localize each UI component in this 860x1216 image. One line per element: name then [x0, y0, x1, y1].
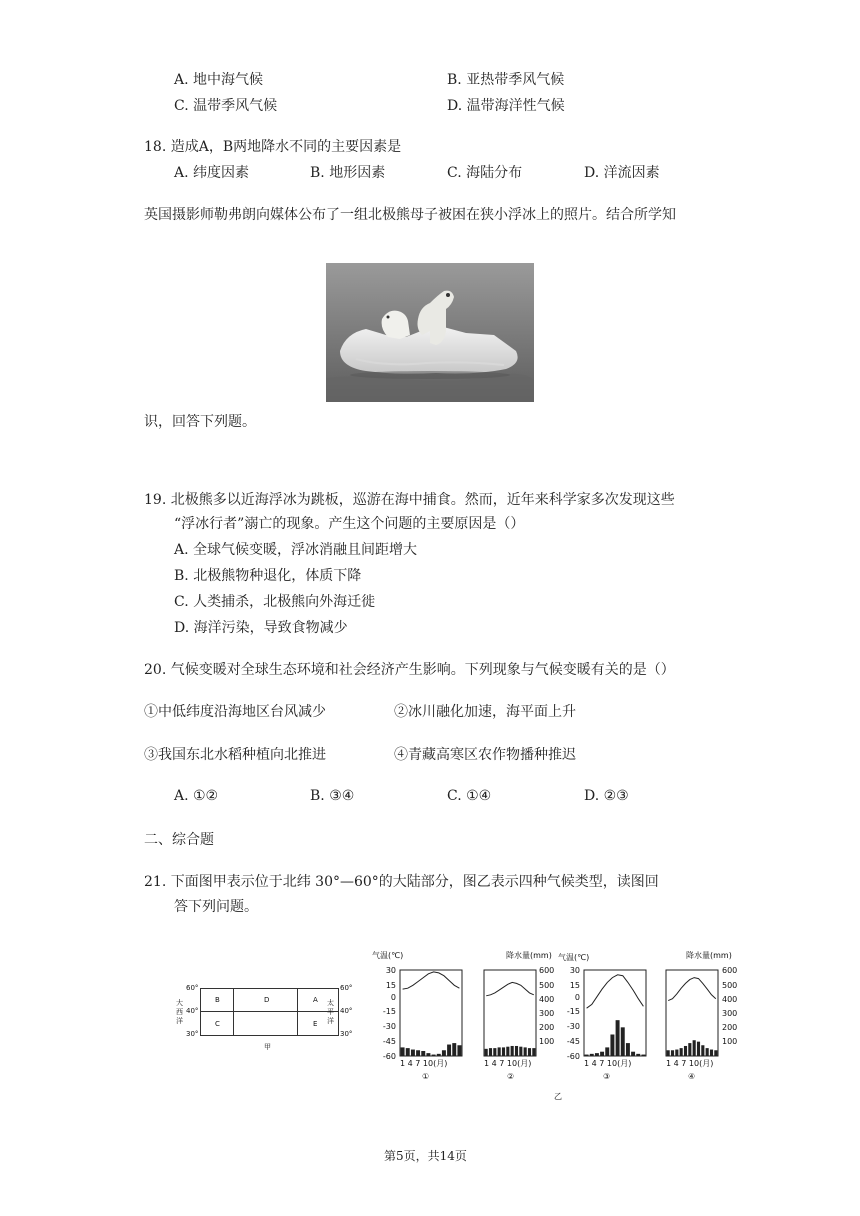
q19-option-d: D. 海洋污染，导致食物减少 [174, 620, 348, 636]
temp-tick: 0 [390, 993, 396, 1002]
precip-bar [697, 1042, 700, 1056]
precip-bar [675, 1050, 678, 1056]
precip-tick: 100 [722, 1037, 738, 1046]
precip-bar [519, 1047, 522, 1056]
ocean-left-3: 洋 [176, 1017, 183, 1025]
precip-bar [667, 1050, 670, 1056]
temp-axis-left [383, 966, 396, 1061]
lat-60-right: 60° [340, 984, 353, 992]
temp-tick: -60 [566, 1052, 580, 1061]
temp-tick: -45 [382, 1037, 396, 1046]
precip-bar [401, 1047, 405, 1056]
precip-tick: 400 [539, 995, 555, 1004]
precip-bar [452, 1043, 456, 1056]
precip-bar [511, 1046, 514, 1056]
q19-option-a: A. 全球气候变暖，浮冰消融且间距增大 [174, 542, 418, 558]
intro-line-2: 识，回答下列题。 [144, 414, 256, 430]
precip-tick: 500 [722, 981, 738, 990]
chart-frame [400, 970, 462, 1056]
lat-30-left: 30° [186, 1030, 199, 1038]
precip-bar [411, 1050, 415, 1056]
q20-option-b: B. ③④ [310, 788, 355, 804]
chart-frame [584, 970, 646, 1056]
lat40-line [200, 1011, 338, 1012]
q17-option-c: C. 温带季风气候 [174, 98, 278, 114]
precip-bar [493, 1048, 496, 1056]
region-b: B [215, 996, 220, 1004]
region-c: C [215, 1020, 220, 1028]
precip-bar [585, 1055, 589, 1056]
chart-frame [666, 970, 718, 1056]
precip-bar [688, 1043, 691, 1056]
precip-label-1: 降水量(mm) [506, 951, 552, 960]
q19-option-c: C. 人类捕杀，北极熊向外海迁徙 [174, 594, 376, 610]
polar-bear-photo [326, 263, 534, 402]
precip-bar [693, 1040, 696, 1056]
precip-tick: 200 [539, 1023, 555, 1032]
precip-bar [442, 1050, 446, 1056]
precip-bar [671, 1050, 674, 1056]
section-heading: 二、综合题 [144, 832, 214, 848]
precip-tick: 600 [539, 966, 555, 975]
divider-1 [233, 988, 234, 1035]
q18-option-d: D. 洋流因素 [584, 165, 660, 181]
q20-statement-3: ③我国东北水稻种植向北推进 [144, 747, 326, 763]
ocean-right-2: 平 [327, 1008, 334, 1016]
q20-option-d: D. ②③ [584, 788, 629, 804]
temp-tick: -30 [566, 1022, 580, 1031]
precip-bar [532, 1048, 535, 1056]
precip-bar [447, 1045, 451, 1056]
precip-bar [506, 1047, 509, 1056]
precip-bar [600, 1052, 604, 1056]
precip-bar [590, 1054, 594, 1056]
precip-bar [515, 1046, 518, 1056]
precip-bar [621, 1027, 625, 1056]
precip-bar [528, 1048, 531, 1056]
charts-caption: 乙 [554, 1092, 562, 1101]
temp-axis-mid [567, 966, 580, 1061]
precip-bar [631, 1052, 635, 1056]
precip-bar [641, 1055, 645, 1056]
q20-statement-2: ②冰川融化加速，海平面上升 [394, 704, 576, 720]
precip-bar [595, 1053, 599, 1056]
temp-tick: -45 [566, 1037, 580, 1046]
x-axis-label: 1 4 7 10(月) [666, 1059, 714, 1068]
lat-60-left: 60° [186, 984, 199, 992]
intro-line-1: 英国摄影师勒弗朗向媒体公布了一组北极熊母子被困在狭小浮冰上的照片。结合所学知 [144, 207, 676, 223]
precip-bar [406, 1048, 410, 1056]
region-d: D [264, 996, 270, 1004]
map-caption: 甲 [264, 1043, 271, 1051]
precip-bar [489, 1048, 492, 1056]
precip-bar [502, 1047, 505, 1056]
ocean-right-1: 太 [327, 999, 334, 1007]
q19-option-b: B. 北极熊物种退化，体质下降 [174, 568, 362, 584]
q18-option-a: A. 纬度因素 [174, 165, 250, 181]
q17-option-d: D. 温带海洋性气候 [447, 98, 565, 114]
precip-bar [616, 1020, 620, 1056]
temp-tick: 30 [385, 966, 396, 975]
precip-bar [416, 1050, 420, 1056]
temp-tick: -30 [382, 1022, 396, 1031]
precip-bar [426, 1053, 430, 1056]
q20-statement-1: ①中低纬度沿海地区台风减少 [144, 704, 326, 720]
q19-stem-1: 19. 北极熊多以近海浮冰为跳板，巡游在海中捕食。然而，近年来科学家多次发现这些 [144, 492, 675, 508]
region-a: A [313, 996, 318, 1004]
precip-tick: 300 [539, 1009, 555, 1018]
ocean-left-2: 西 [176, 1008, 183, 1016]
precip-bar [485, 1049, 488, 1056]
region-e: E [313, 1020, 318, 1028]
q21-stem-1: 21. 下面图甲表示位于北纬 30°—60°的大陆部分，图乙表示四种气候类型，读图回 [144, 874, 659, 890]
precip-bar [706, 1048, 709, 1056]
x-axis-label: 1 4 7 10(月) [400, 1059, 448, 1068]
precip-bar [684, 1046, 687, 1056]
precip-tick: 100 [539, 1037, 555, 1046]
temp-tick: 0 [574, 993, 580, 1002]
precip-bar [710, 1050, 713, 1056]
x-axis-label: 1 4 7 10(月) [584, 1059, 632, 1068]
precip-axis-mid [539, 966, 554, 1046]
q17-option-b: B. 亚热带季风气候 [447, 72, 565, 88]
chart-number: ④ [688, 1072, 696, 1081]
precip-label-2: 降水量(mm) [686, 951, 732, 960]
temp-tick: 15 [569, 981, 580, 990]
precip-bar [432, 1055, 436, 1056]
precip-bar [498, 1047, 501, 1056]
precip-axis-right [722, 966, 737, 1046]
temp-tick: -15 [382, 1007, 396, 1016]
q18-option-b: B. 地形因素 [310, 165, 386, 181]
precip-tick: 400 [722, 995, 738, 1004]
q17-option-a: A. 地中海气候 [174, 72, 264, 88]
lat-40-left: 40° [186, 1007, 199, 1015]
precip-bar [437, 1054, 441, 1056]
climate-charts [360, 948, 750, 1108]
q19-stem-2: “浮冰行者”溺亡的现象。产生这个问题的主要原因是（） [174, 516, 525, 532]
q20-statement-4: ④青藏高寒区农作物播种推迟 [394, 747, 576, 763]
temp-tick: -60 [382, 1052, 396, 1061]
precip-bar [610, 1035, 614, 1057]
chart-number: ① [422, 1072, 430, 1081]
x-axis-label: 1 4 7 10(月) [484, 1059, 532, 1068]
page-footer: 第5页，共14页 [384, 1149, 467, 1163]
chart-number: ② [507, 1072, 515, 1081]
precip-bar [636, 1054, 640, 1056]
precip-tick: 600 [722, 966, 738, 975]
temp-line [587, 975, 644, 1008]
precip-bar [457, 1045, 461, 1056]
temp-tick: -15 [566, 1007, 580, 1016]
precip-bar [421, 1051, 425, 1056]
precip-bar [626, 1043, 630, 1056]
precip-bar [680, 1048, 683, 1056]
temp-line [486, 982, 534, 995]
precip-bar [605, 1047, 609, 1056]
temp-line [668, 978, 716, 1001]
continent-box [200, 988, 339, 1036]
ocean-left-1: 大 [176, 999, 183, 1007]
divider-2 [297, 988, 298, 1035]
precip-tick: 500 [539, 981, 555, 990]
temp-tick: 30 [569, 966, 580, 975]
chart-number: ③ [603, 1072, 611, 1081]
temp-label-2: 气温(℃) [558, 953, 590, 962]
q20-option-a: A. ①② [174, 788, 219, 804]
temp-label-1: 气温(℃) [372, 951, 404, 960]
temp-tick: 15 [385, 981, 396, 990]
precip-bar [701, 1045, 704, 1056]
map-figure [170, 978, 360, 1058]
lat-30-right: 30° [340, 1030, 353, 1038]
precip-tick: 300 [722, 1009, 738, 1018]
temp-line [403, 972, 460, 989]
ocean-right-3: 洋 [327, 1017, 334, 1025]
q18-option-c: C. 海陆分布 [447, 165, 523, 181]
q18-stem: 18. 造成A，B两地降水不同的主要因素是 [144, 139, 402, 155]
q20-option-c: C. ①④ [447, 788, 492, 804]
lat-40-right: 40° [340, 1007, 353, 1015]
precip-bar [714, 1050, 717, 1056]
q20-stem: 20. 气候变暖对全球生态环境和社会经济产生影响。下列现象与气候变暖有关的是（） [144, 662, 675, 678]
q21-stem-2: 答下列问题。 [174, 899, 258, 915]
precip-bar [524, 1047, 527, 1056]
precip-tick: 200 [722, 1023, 738, 1032]
